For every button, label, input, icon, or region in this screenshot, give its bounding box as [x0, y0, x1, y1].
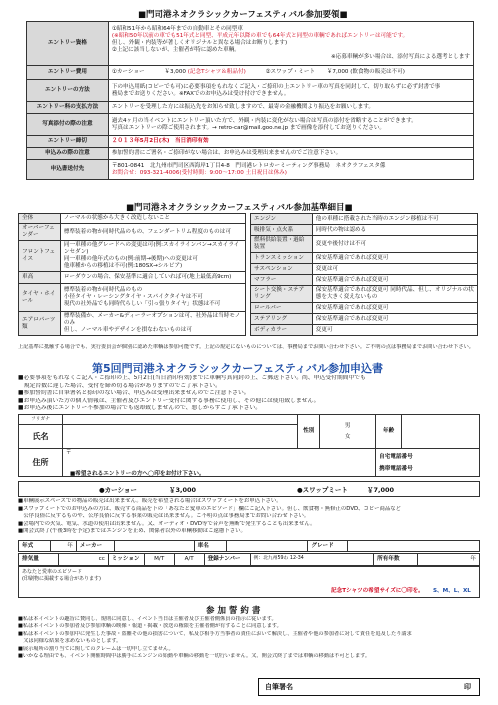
criteria-left-table: [18, 213, 246, 336]
mission-at[interactable]: A/T: [174, 554, 204, 566]
furigana-field[interactable]: [62, 415, 297, 425]
gender-label: 性別: [298, 415, 320, 449]
criteria-label: 全体: [19, 214, 61, 224]
plate-field[interactable]: 例：北九州59わ 12-34: [250, 554, 374, 566]
note-line: ■お申込み頂いた方の個人情報は、主催者及びエントリー受付に関する事務に使用し、その他には使用致しません。: [18, 397, 320, 404]
shirt-size-note: 記念Tシャツの希望サイズに〇印を。: [331, 588, 424, 594]
section1-title: ■門司港ネオクラシックカーフェスティバル参加要領■: [138, 10, 348, 20]
criteria-text: 変更や後付けは不可: [312, 236, 477, 253]
maker-label: メーカー: [76, 541, 114, 552]
gender-male[interactable]: 男: [344, 422, 351, 429]
grade-label: グレード: [308, 541, 348, 552]
criteria-text: 同一車種の他グレードへの変更は可(例:スカイラインバン→スカイラインセダン) 同一車種の他年式のもの(例:前期→後期)への変更は可 他車種からの移植は不可(例:180SX→シルビア): [60, 241, 245, 272]
criteria-text: 保安基準適合であれば変更可 同時代品、但し、オリジナルの状態を大きく変えないもの: [312, 286, 477, 303]
criteria-label: トランスミッション: [251, 253, 313, 264]
criteria-text: ローダウンの場合、保安基準に適合していれば可(地上最低高9cm): [60, 272, 245, 284]
req-label-caution: 申込みの際の注意: [27, 148, 109, 160]
gender-options[interactable]: [320, 415, 376, 449]
criteria-text: 保安基準適合であれば変更可: [312, 253, 477, 264]
criteria-text: 保安基準適合であれば変更可: [312, 314, 477, 325]
criteria-text: 変更可: [312, 325, 477, 336]
req-label-eligibility: エントリー資格: [27, 22, 109, 66]
application-notes: [18, 375, 480, 413]
application-title: 第5回門司港ネオクラシックカーフェスティバル参加申込書: [92, 362, 384, 375]
req-label-photo: 写真添付の際の注意: [27, 114, 109, 136]
note-line: ■お申込み後にエントリー不参加の場合でも返却致しませんので、悪しからずご了承下さい。: [18, 405, 262, 412]
note-line: ■必要事項をもれなくご記入・ご捺印の上、5月2日(当日消印有効)までに車輌写真同封の上、ご郵送下さい。尚、申込受付期間中でも: [18, 375, 366, 381]
note-line: ■参加誓約書に自筆署名と捺印のない場合、申込みは受理出来ませんのでご注意下さい。: [18, 390, 250, 397]
pledge-line: ■私は本イベントの趣旨に賛同し、規則に同意し、イベント当日は主催者及び主催者側係員の指示に従います。: [18, 616, 277, 622]
criteria-label: ボディカラー: [251, 325, 313, 336]
eligibility-line: 但し、外観・内装等が著しくオリジナルと異なる場合はお断りします): [111, 40, 288, 46]
displacement-label: 排気量: [19, 554, 59, 566]
name-label: 氏名: [19, 425, 63, 449]
eligibility-line: (※昭和50年以前の車でも51年式と同型、平成元年以降の車でも64年式と同型の車輌であればエントリーは可能です。: [111, 33, 409, 39]
pledge-line: ■私は本イベントの参加中に発生した事故・盗難その他の損害について、私及び相手方当事者の責任において解決し、主催者や他の参加者に対して責任を追及したり請求: [18, 630, 412, 637]
rule-line: ■車輌展示スペースでの物品の販売は出来ません。販売を希望される場合はスワップミートをお申込下さい。: [18, 498, 282, 504]
episode-label: あなたと愛車のエピソード: [22, 569, 83, 575]
year-label: 年式: [19, 541, 51, 552]
criteria-label: ロールバー: [251, 303, 313, 314]
caution-line: 参加誓約書にご署名・ご捺印がない場合は、お申込みは受理出来ませんのでご注意下さい。: [108, 148, 473, 160]
applicant-table: [18, 414, 480, 477]
fee-carshow-price: ￥3,000: [164, 69, 186, 75]
deadline-line: ２０１３年5月2日(木) 当日消印有効: [108, 136, 473, 148]
req-label-method: エントリーの方法: [27, 80, 109, 102]
mission-mt[interactable]: M/T: [144, 554, 174, 566]
method-line: 務局までお送りください。※FAXでのお申込みは受け付けできません。: [111, 90, 290, 97]
criteria-text: 保安基準適合であれば変更可: [312, 275, 477, 286]
age-field[interactable]: [402, 415, 480, 449]
criteria-label: エアロパーツ類: [19, 312, 61, 336]
fee-carshow-note: (記念Tシャツ＆粗品付): [187, 69, 246, 75]
eligibility-line: ②上記に該当しないが、主催者が特に認めた車輌。: [111, 47, 240, 53]
pledge-line: ■いかなる理由でも、イベント開催時間中は勝手にエンジンの始動や車輌の移動を一切行いません。又、開会式終了までは車輌の移動は不可とします。: [18, 653, 371, 660]
plate-label: 登録ナンバー: [204, 554, 250, 566]
method-line: 下の申込用紙(コピーでも可)に必要事項をもれなくご記入・ご捺印の上エントリー車の写真を同封して、切り取らずに必ず封書で事: [111, 83, 441, 90]
home-phone-label: 自宅電話番号: [379, 453, 413, 460]
pledge-items: [18, 616, 480, 660]
age-label: 年齢: [376, 415, 402, 449]
pledge-title: 参 加 誓 約 書: [206, 606, 261, 616]
rule-line: ■スワップミートでのお申込みの方は、販売する商品を下の「あなたと愛車のエピソード」欄にご記入下さい。但し、飲食物・無修正のDVD、コピー商品など: [18, 505, 402, 512]
criteria-label: フロントフェイス: [19, 241, 61, 272]
grade-field[interactable]: [348, 541, 480, 552]
shirt-sizes[interactable]: S、M、L、XL: [433, 588, 471, 594]
furigana-label: フリガナ: [19, 415, 63, 425]
postal-mark: 〒: [65, 450, 72, 456]
event-rules: [18, 498, 480, 536]
requirements-table: [26, 21, 474, 180]
name-field[interactable]: [62, 425, 297, 449]
req-label-fee: エントリー費用: [27, 66, 109, 80]
criteria-label: サスペンション: [251, 264, 313, 275]
model-field[interactable]: [226, 541, 308, 552]
entry-carshow[interactable]: ●カーショー: [99, 486, 137, 494]
fee-swap-note: (飲食物の販売は不可): [350, 69, 405, 75]
entry-choice-row: [18, 481, 480, 497]
criteria-text: 同時代の物は認める: [312, 225, 477, 236]
vehicle-table: [18, 540, 480, 552]
criteria-text: 他の車種に搭載された当時のエンジン移植は不可: [312, 214, 477, 225]
address-line: 〒801-0841 北九州市門司区西海岸1丁目4-8 門司港レトロカーミーティング事務局 ネオクラフェスタ係: [111, 162, 386, 169]
pledge-line: ■展示場所の割り当てに関してのクレームは一切申し立てません。: [18, 645, 174, 652]
note-line: 規定台数に達した場合、受付を締め切る場合がありますのでご了承下さい。: [18, 382, 221, 389]
criteria-text: 標準装着の物か同時代品のもの、フェンダートリム程度のものは可: [60, 224, 245, 241]
photo-line: 過去4ヶ月の当イベントにエントリー頂いた方で、外観・内装に変化がない場合は写真の添付を省略することができます。: [111, 117, 417, 124]
pledge-line: 又は同様な結果を求めないものとします。: [18, 638, 122, 645]
section2-title: ■門司港ネオクラシックカーフェスティバル参加基準細目■: [126, 203, 353, 213]
eligibility-line: ※応募車輌が多い場合は、添付写真による選考とします: [331, 54, 470, 60]
payment-line: エントリーを受理した方には振込先をお知らせ致しますので、最寄の金融機関より振込をお願いします。: [108, 102, 473, 114]
criteria-right-table: [250, 213, 478, 336]
model-label: 車名: [194, 541, 226, 552]
maker-field[interactable]: [114, 541, 194, 552]
vehicle-table-2: [18, 553, 480, 566]
criteria-label: シート交換・ステアリング: [251, 286, 313, 303]
req-label-payment: エントリー料の支払方法: [27, 102, 109, 114]
req-label-address: 申込書送付先: [27, 160, 109, 180]
pledge-line: ■私は本イベントの参加者及び参加車輌の映像・報道・掲載・放送の権限を主催者側が有することに同意します。: [18, 623, 282, 630]
criteria-label: ステアリング: [251, 314, 313, 325]
criteria-text: 変更は可: [312, 264, 477, 275]
criteria-label: マフラー: [251, 275, 313, 286]
gender-female[interactable]: 女: [344, 433, 351, 440]
criteria-label: エンジン: [251, 214, 313, 225]
eligibility-line: ①昭和51年から昭和64年までの自動車とその同型車: [111, 26, 243, 32]
address-label: 住所: [19, 449, 63, 477]
fee-swap: ②スワップ・ミート: [265, 69, 316, 75]
entry-swapmeet-price: ￥7,000: [367, 486, 395, 494]
rule-line: ■会場内での火気、電気、水道の使用は出来ません。又、オーディオ・DVD等で音声を無断で発生することも出来ません。: [18, 520, 316, 527]
req-label-deadline: エントリー締切: [27, 136, 109, 148]
mobile-phone-label: 携帯電話番号: [379, 465, 413, 472]
signature-box[interactable]: [258, 678, 480, 696]
address-line: お問合せ：093-321-4006(受付時間：9:00～17:00 土日祝日は休み): [111, 169, 287, 176]
criteria-label: タイヤ・ホイール: [19, 284, 61, 312]
rule-line: ■開会式終了(午後3時を予定)まではエンジンを止め、関係者以外の車輌移動はご遠慮下さい。: [18, 528, 246, 535]
period-label: 所有年数: [374, 554, 418, 566]
criteria-footnote: 上記基準に抵触する場合でも、実行委員会が個別に認めた車輌は参加可能です。上記の規定にないものについては、事務局までお問い合わせ下さい。ご不明の点は事務局までお問い合わせ下さい。: [18, 344, 474, 350]
episode-box[interactable]: [18, 566, 480, 598]
mission-label: ミッション: [108, 554, 144, 566]
fee-carshow: ①カーショー: [111, 69, 145, 75]
criteria-text: 標準装備か、メーカー&ディーラーオプションは可、社外品は当時モノのみ 但し、ノーマル車やデザインを損なわないものは可: [60, 312, 245, 336]
entry-choice-prompt: ■希望されるエントリーの方へ◯印をお付け下さい。: [70, 471, 205, 477]
displacement-field[interactable]: cc: [58, 554, 108, 566]
criteria-text: ノーマルの状態から大きく改造しないこと: [60, 214, 245, 224]
fee-swap-price: ￥7,000: [326, 69, 349, 75]
rule-line: 公序良俗に反するものや、公序良俗に反する事業の販売は出来ません。ご不明の点は事務局までお問い合わせ下さい。: [18, 513, 310, 520]
entry-swapmeet[interactable]: ●スワップミート: [297, 486, 348, 494]
photo-line: 写真はエントリーの際ご使用されます。→ retro-car@mail.goo.ne.jp まで画像を添付してお送りください。: [111, 124, 386, 131]
episode-sub: (印刷物に掲載する場合があります): [22, 576, 101, 582]
seal-label: 印: [464, 683, 471, 691]
year-field[interactable]: 年: [50, 541, 76, 552]
criteria-label: 燃料供給装置・過給装置: [251, 236, 313, 253]
criteria-label: オーバーフェンダー: [19, 224, 61, 241]
criteria-label: 車高: [19, 272, 61, 284]
criteria-text: 標準装着の物か同時代品のもの 小径タイヤ・レーシングタイヤ・スパイクタイヤは不可 現代の社外品でも同時代らしい「引っ張りタイヤ」状態は不可: [60, 284, 245, 312]
signature-label: 自筆署名: [265, 683, 293, 691]
period-field[interactable]: 年: [418, 554, 480, 566]
criteria-text: 保安基準適合であれば変更可: [312, 303, 477, 314]
entry-carshow-price: ￥3,000: [169, 486, 197, 494]
criteria-label: 吸排気・点火系: [251, 225, 313, 236]
